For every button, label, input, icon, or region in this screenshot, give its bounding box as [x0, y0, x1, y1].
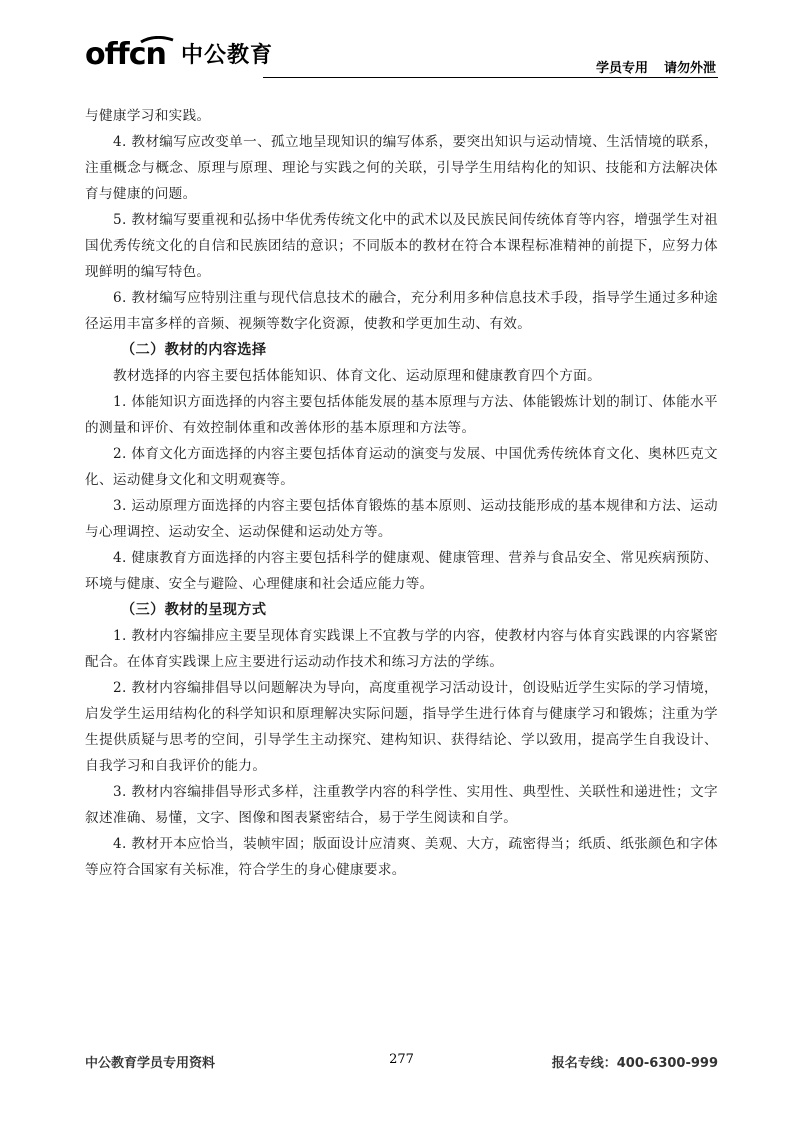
document-body [85, 103, 718, 883]
paragraph: 3. 运动原理方面选择的内容主要包括体育锻炼的基本原则、运动技能形成的基本规律和方法、运动与心理调控、运动安全、运动保健和运动处方等。 [85, 498, 718, 540]
paragraph: 3. 教材内容编排倡导形式多样，注重教学内容的科学性、实用性、典型性、关联性和递进性；文字叙述准确、易懂，文字、图像和图表紧密结合，易于学生阅读和自学。 [85, 784, 718, 826]
confidential-tag: 请勿外泄 [663, 61, 716, 76]
page-header [85, 36, 718, 78]
logo-chinese-name: 中公教育 [181, 43, 274, 68]
paragraph: 5. 教材编写要重视和弘扬中华优秀传统文化中的武术以及民族民间传统体育等内容，增强学生对祖国优秀传统文化的自信和民族团结的意识；不同版本的教材在符合本课程标准精神的前提下，应努力体现鲜明的编写特色。 [85, 212, 718, 280]
paragraph: 1. 教材内容编排应主要呈现体育实践课上不宜教与学的内容，使教材内容与体育实践课的内容紧密配合。在体育实践课上应主要进行运动动作技术和练习方法的学练。 [85, 628, 718, 670]
footer-hotline: 报名专线：400-6300-999 [551, 1056, 718, 1071]
paragraph: 4. 教材开本应恰当，装帧牢固；版面设计应清爽、美观、大方，疏密得当；纸质、纸张颜色和字体等应符合国家有关标准，符合学生的身心健康要求。 [85, 836, 718, 878]
section-heading: （二）教材的内容选择 [121, 342, 267, 358]
paragraph: 与健康学习和实践。 [85, 108, 211, 124]
paragraph: 教材选择的内容主要包括体能知识、体育文化、运动原理和健康教育四个方面。 [113, 368, 602, 384]
header-rule [263, 77, 718, 78]
paragraph: 6. 教材编写应特别注重与现代信息技术的融合，充分利用多种信息技术手段，指导学生通过多种途径运用丰富多样的音频、视频等数字化资源，使教和学更加生动、有效。 [85, 290, 718, 332]
paragraph: 4. 教材编写应改变单一、孤立地呈现知识的编写体系，要突出知识与运动情境、生活情境的联系，注重概念与概念、原理与原理、理论与实践之何的关联，引导学生用结构化的知识、技能和方法解决体育与健康的问题。 [85, 134, 718, 202]
student-only-tag: 学员专用 [595, 61, 648, 76]
section-heading: （三）教材的呈现方式 [121, 602, 267, 618]
paragraph: 2. 教材内容编排倡导以问题解决为导向，高度重视学习活动设计，创设贴近学生实际的学习情境，启发学生运用结构化的科学知识和原理解决实际问题，指导学生进行体育与健康学习和锻炼；注重为学生提供质疑与思考的空间，引导学生主动探究、建构知识、获得结论、学以致用，提高学生自我设计、自我学习和自我评价的能力。 [85, 680, 718, 774]
offcn-logo [85, 36, 273, 68]
page-footer [85, 1052, 718, 1074]
header-tags [596, 57, 716, 76]
page-number: 277 [389, 1052, 414, 1067]
offcn-wordmark-icon [85, 36, 177, 68]
paragraph: 2. 体育文化方面选择的内容主要包括体育运动的演变与发展、中国优秀传统体育文化、奥林匹克文化、运动健身文化和文明观赛等。 [85, 446, 718, 488]
svg-text:offcn: offcn [85, 37, 166, 68]
footer-source: 中公教育学员专用资料 [85, 1056, 216, 1071]
paragraph: 4. 健康教育方面选择的内容主要包括科学的健康观、健康管理、营养与食品安全、常见疾病预防、环境与健康、安全与避险、心理健康和社会适应能力等。 [85, 550, 718, 592]
paragraph: 1. 体能知识方面选择的内容主要包括体能发展的基本原理与方法、体能锻炼计划的制订、体能水平的测量和评价、有效控制体重和改善体形的基本原理和方法等。 [85, 394, 718, 436]
